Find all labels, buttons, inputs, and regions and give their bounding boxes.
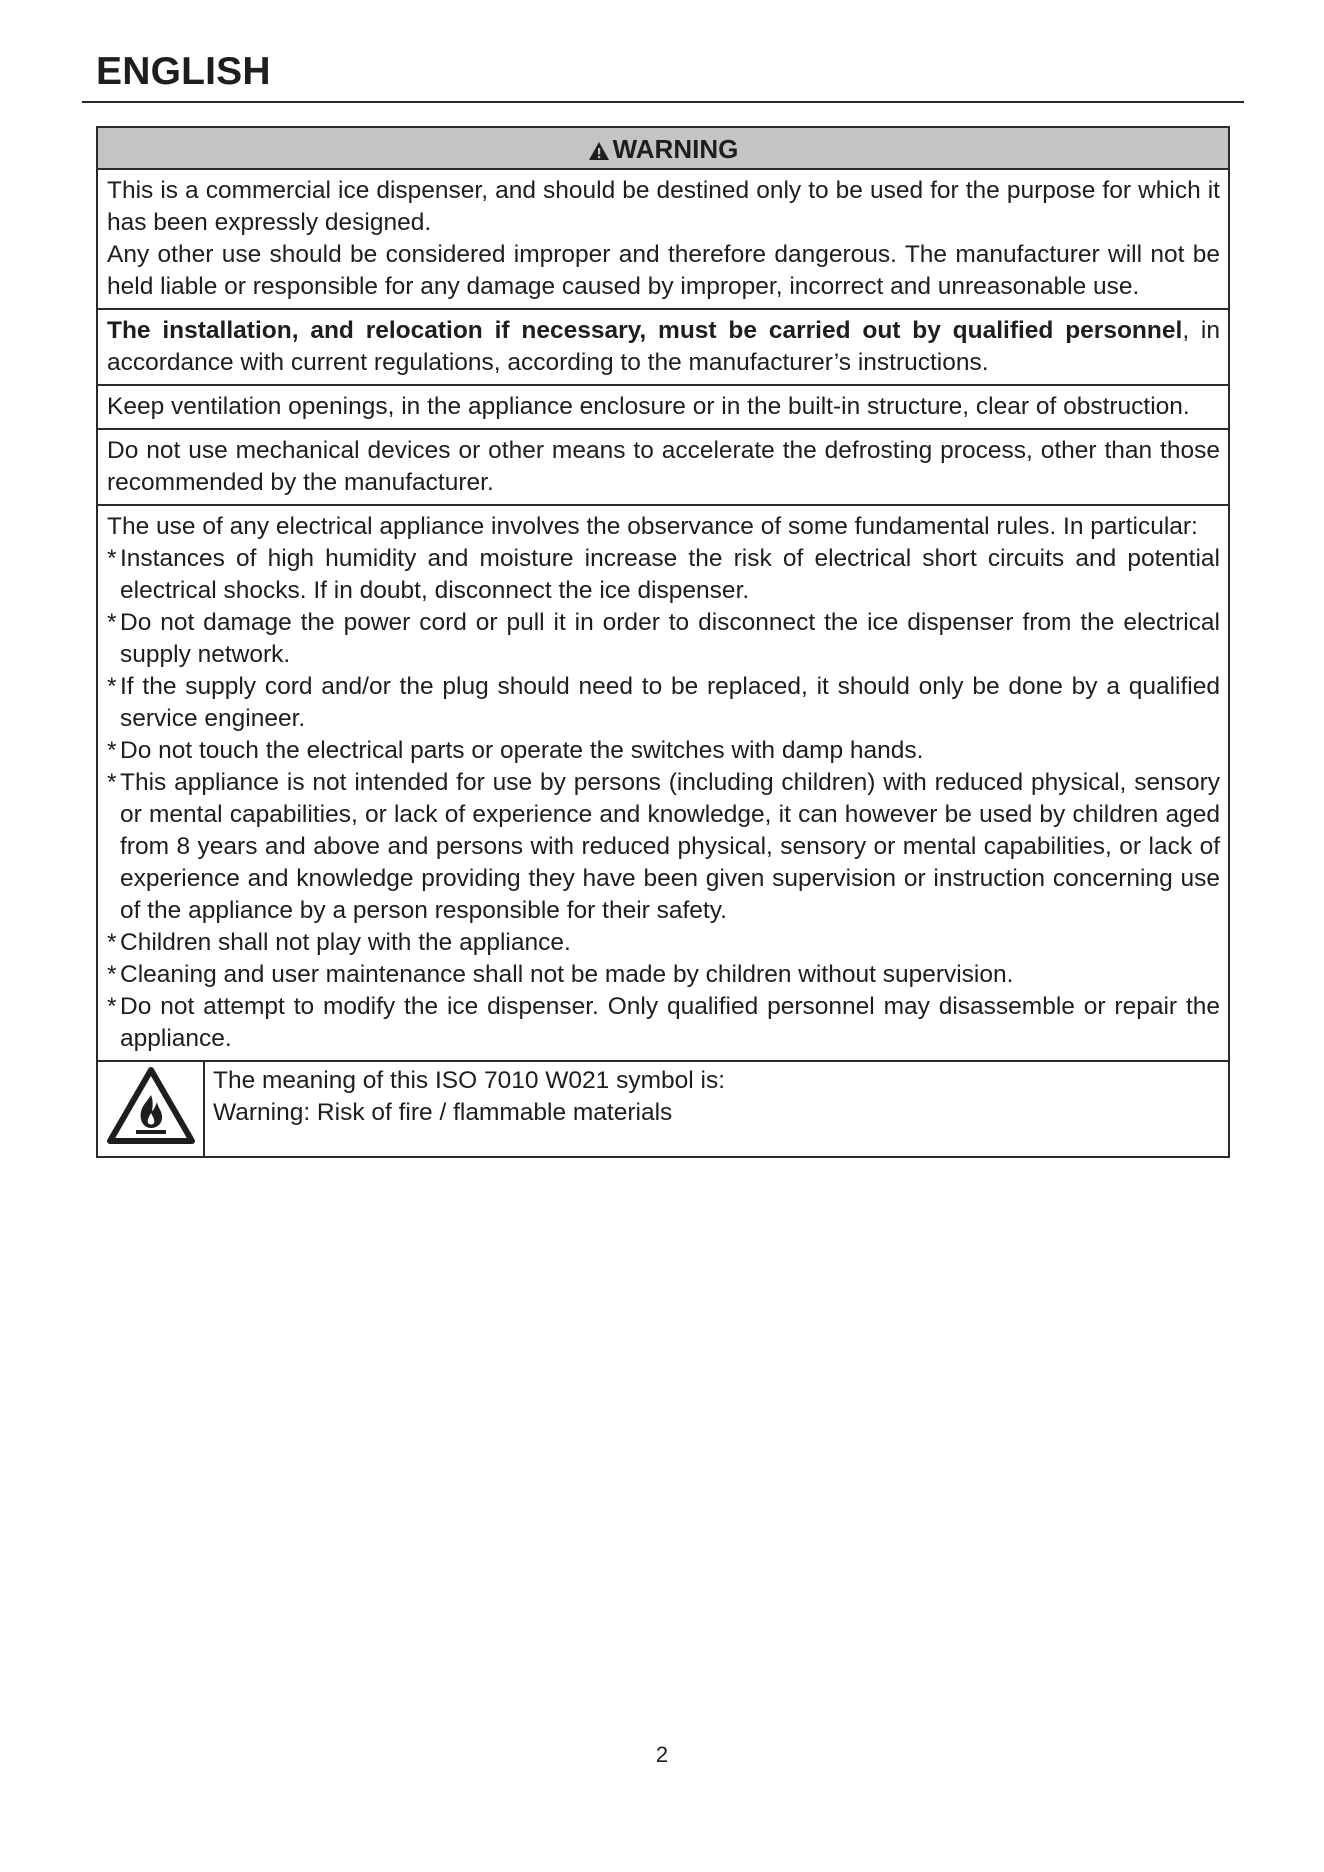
warning-triangle-icon — [588, 131, 610, 173]
defrosting-text: Do not use mechanical devices or other means to accelerate the defrosting process, other than those recommended by the manufacturer. — [107, 437, 1220, 496]
flammable-warning-icon — [106, 1065, 196, 1154]
bullet-marker: * — [107, 673, 117, 700]
bullet-marker: * — [107, 929, 117, 956]
warning-header — [98, 128, 1228, 170]
bullet-marker: * — [107, 545, 117, 572]
warning-box — [96, 126, 1230, 1158]
intro-paragraph-1: This is a commercial ice dispenser, and should be destined only to be used for the purpose for which it has been expressly designed. — [107, 177, 1220, 236]
intro-section — [98, 170, 1228, 310]
warning-title: WARNING — [612, 134, 739, 164]
list-item — [107, 543, 1220, 607]
list-item-text: Children shall not play with the appliance. — [120, 929, 571, 956]
list-item-text: Do not attempt to modify the ice dispenser. Only qualified personnel may disassemble or repair the appliance. — [120, 993, 1220, 1052]
symbol-line-1: The meaning of this ISO 7010 W021 symbol is: — [213, 1067, 726, 1094]
bullet-marker: * — [107, 993, 117, 1020]
list-item — [107, 927, 1220, 959]
list-item — [107, 767, 1220, 927]
page-number: 2 — [655, 1742, 669, 1767]
list-item — [107, 991, 1220, 1055]
list-item-text: Do not touch the electrical parts or operate the switches with damp hands. — [120, 737, 924, 764]
installation-section — [98, 310, 1228, 386]
bullet-marker: * — [107, 609, 117, 636]
list-item-text: This appliance is not intended for use by persons (including children) with reduced physical, sensory or mental capabilities, or lack of experience and knowledge, it can however be used by children aged from 8 years and above and persons with reduced physical, sensory or mental capabilities, or lack of experience and knowledge providing they have been given supervision or instruction concerning use of the appliance by a person responsible for their safety. — [120, 769, 1220, 924]
page-heading: ENGLISH — [96, 50, 271, 93]
symbol-row — [98, 1062, 1228, 1156]
list-item-text: If the supply cord and/or the plug should need to be replaced, it should only be done by a qualified service engineer. — [120, 673, 1220, 732]
intro-paragraph-2: Any other use should be considered improper and therefore dangerous. The manufacturer will not be held liable or responsible for any damage caused by improper, incorrect and unreasonable use. — [107, 241, 1220, 300]
ventilation-text: Keep ventilation openings, in the appliance enclosure or in the built-in structure, clear of obstruction. — [107, 393, 1190, 420]
electrical-section — [98, 506, 1228, 1062]
bullet-marker: * — [107, 769, 117, 796]
list-item — [107, 959, 1220, 991]
bullet-marker: * — [107, 737, 117, 764]
list-item-text: Do not damage the power cord or pull it in order to disconnect the ice dispenser from the electrical supply network. — [120, 609, 1220, 668]
installation-text: , in accordance with current regulations, according to the manufacturer’s instructions. — [107, 317, 1221, 376]
list-item — [107, 607, 1220, 671]
symbol-cell — [98, 1062, 205, 1156]
list-item-text: Cleaning and user maintenance shall not be made by children without supervision. — [120, 961, 1014, 988]
heading-divider — [82, 101, 1244, 103]
symbol-text — [205, 1062, 733, 1156]
list-item-text: Instances of high humidity and moisture increase the risk of electrical short circuits and potential electrical shocks. If in doubt, disconnect the ice dispenser. — [120, 545, 1220, 604]
defrosting-section — [98, 430, 1228, 506]
list-item — [107, 735, 1220, 767]
ventilation-section — [98, 386, 1228, 430]
installation-bold-text: The installation, and relocation if necessary, must be carried out by qualified personnel — [107, 317, 1183, 344]
symbol-line-2: Warning: Risk of fire / flammable materials — [213, 1099, 673, 1126]
list-item — [107, 671, 1220, 735]
electrical-intro: The use of any electrical appliance involves the observance of some fundamental rules. In particular: — [107, 513, 1198, 540]
bullet-marker: * — [107, 961, 117, 988]
installation-paragraph — [107, 315, 1220, 379]
